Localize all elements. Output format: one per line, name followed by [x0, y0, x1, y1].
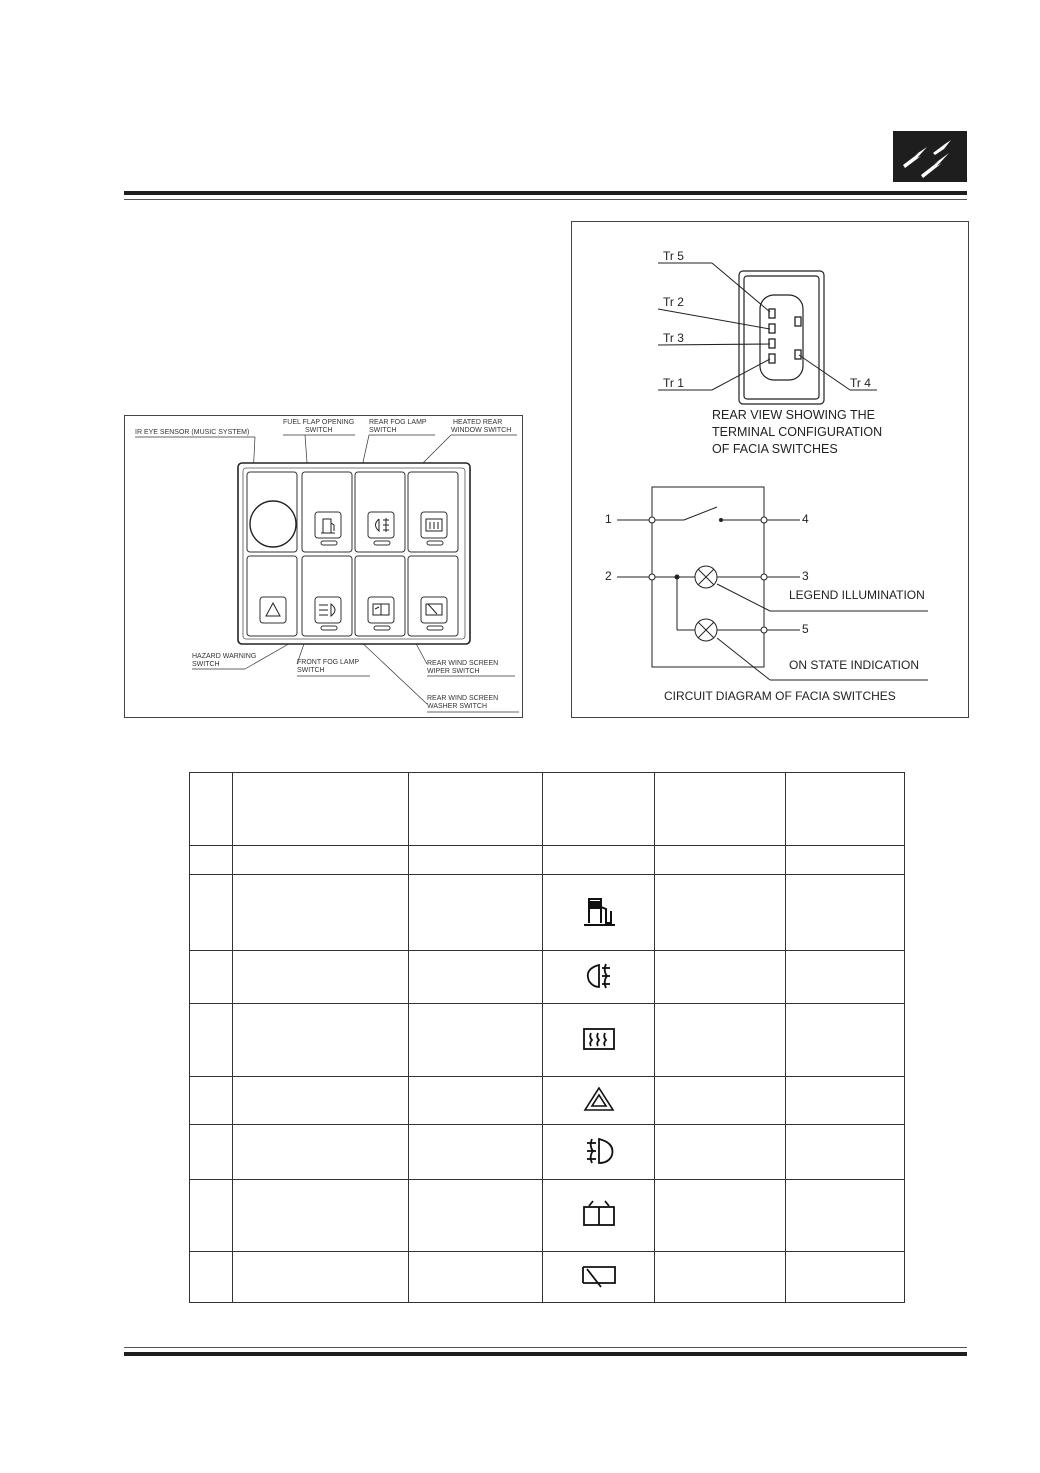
lightning-bolts-icon [893, 131, 967, 182]
switch-spec-table [189, 772, 904, 1302]
table-row [190, 1125, 905, 1180]
callout-rear-fog: REAR FOG LAMP [369, 419, 427, 426]
circuit-terminal-2: 2 [605, 569, 612, 583]
terminal-tr4-label: Tr 4 [850, 376, 871, 390]
table-row [190, 846, 905, 875]
callout-hazard: HAZARD WARNING [192, 653, 257, 660]
table-header-row [190, 773, 905, 846]
callout-wiper: REAR WIND SCREEN [427, 660, 499, 667]
callout-washer: REAR WIND SCREEN [427, 695, 499, 702]
table-row [190, 1004, 905, 1077]
legend-illumination-label: LEGEND ILLUMINATION [789, 588, 925, 602]
terminal-tr2-label: Tr 2 [663, 295, 684, 309]
circuit-terminal-3: 3 [802, 569, 809, 583]
washer-icon [579, 1197, 619, 1234]
callout-front-fog-2: SWITCH [297, 667, 325, 674]
circuit-terminal-4: 4 [802, 512, 809, 526]
terminal-tr1-label: Tr 1 [663, 376, 684, 390]
footer-rule-thin [124, 1347, 967, 1348]
circuit-terminal-5: 5 [802, 622, 809, 636]
fuel-pump-icon [579, 893, 619, 932]
table-row [190, 951, 905, 1004]
table-row [190, 875, 905, 951]
callout-ir-eye-sensor: IR EYE SENSOR (MUSIC SYSTEM) [135, 429, 250, 436]
circuit-caption: CIRCUIT DIAGRAM OF FACIA SWITCHES [664, 689, 896, 703]
facia-switch-diagram [124, 415, 523, 718]
callout-rear-fog-2: SWITCH [369, 427, 397, 434]
hazard-triangle-icon [581, 1084, 617, 1117]
callout-hazard-2: SWITCH [192, 661, 220, 668]
callout-heated-rear: HEATED REAR [453, 419, 503, 426]
header-rule [124, 191, 967, 195]
terminal-circuit-diagram [571, 221, 969, 718]
terminal-tr3-label: Tr 3 [663, 331, 684, 345]
on-state-indication-label: ON STATE INDICATION [789, 658, 920, 672]
table-row [190, 1180, 905, 1252]
terminal-caption-line2: TERMINAL CONFIGURATION [712, 425, 883, 439]
terminal-caption-line3: OF FACIA SWITCHES [712, 442, 838, 456]
table-row [190, 1077, 905, 1125]
heated-rear-window-icon [579, 1024, 619, 1057]
table-row [190, 1252, 905, 1303]
front-fog-lamp-icon [579, 1133, 619, 1172]
callout-washer-2: WASHER SWITCH [427, 703, 488, 710]
rear-fog-lamp-icon [579, 959, 619, 996]
callout-fuel-flap-2: SWITCH [305, 427, 333, 434]
footer-rule [124, 1352, 967, 1356]
callout-fuel-flap: FUEL FLAP OPENING [283, 419, 355, 426]
terminal-tr5-label: Tr 5 [663, 249, 684, 263]
wiper-icon [579, 1261, 619, 1294]
terminal-caption-line1: REAR VIEW SHOWING THE [712, 408, 875, 422]
ir-sensor-icon [250, 501, 296, 547]
callout-front-fog: FRONT FOG LAMP [297, 659, 360, 666]
circuit-terminal-1: 1 [605, 512, 612, 526]
callout-wiper-2: WIPER SWITCH [427, 668, 480, 675]
header-rule-thin [124, 199, 967, 200]
callout-heated-rear-2: WINDOW SWITCH [451, 427, 512, 434]
